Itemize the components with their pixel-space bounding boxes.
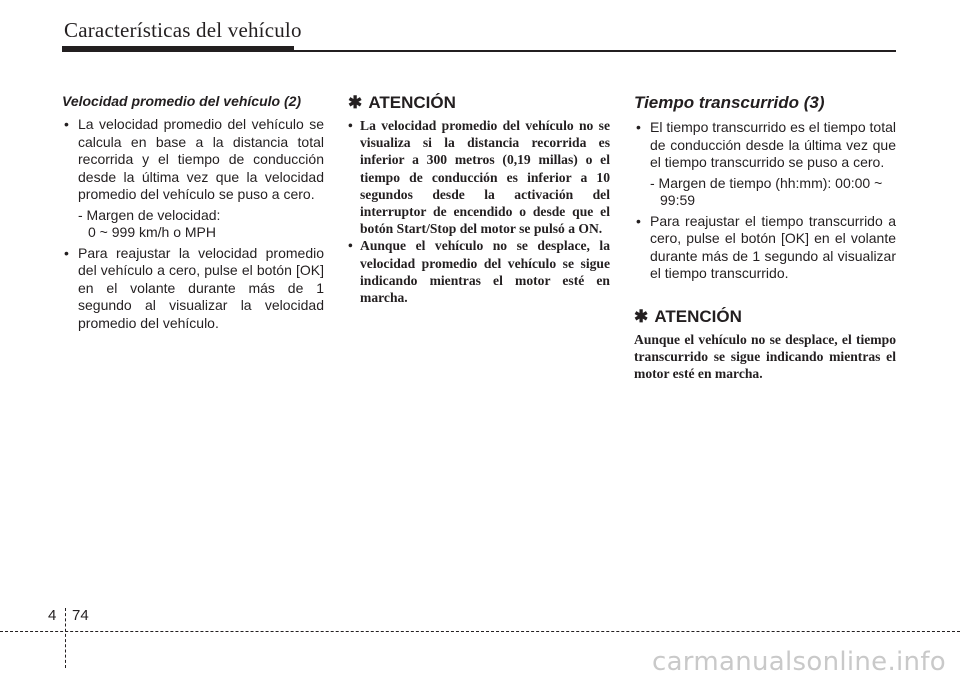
page-number: 74 bbox=[72, 607, 89, 624]
chapter-number: 4 bbox=[48, 607, 57, 624]
attention-heading: ✱ ATENCIÓN bbox=[348, 93, 456, 112]
list-item: • El tiempo transcurrido es el tiempo total de conducción desde la última vez que el tiempo transcurrido se puso a cero. bbox=[636, 119, 896, 170]
list-item: • La velocidad promedio del vehículo no se visualiza si la distancia recorrida es inferior a 300 metros (0,19 millas) o el tiempo de conducción es inferior a 10 segundos desde la activación del interruptor de encendido o desde que el botón Start/Stop del motor se pulsó a ON. bbox=[348, 118, 610, 237]
attention-text: Aunque el vehículo no se desplace, el tiempo transcurrido se sigue indicando mientras el motor esté en marcha. bbox=[634, 331, 896, 381]
average-speed-heading: Velocidad promedio del vehículo (2) bbox=[62, 93, 302, 109]
column-elapsed-time bbox=[634, 92, 896, 382]
bullet-icon: • bbox=[348, 238, 353, 254]
asterisk-icon: ✱ bbox=[348, 93, 363, 112]
bullet-icon: • bbox=[64, 116, 69, 132]
header-rule bbox=[62, 50, 896, 52]
list-item: • Para reajustar la velocidad promedio del vehículo a cero, pulse el botón [OK] en el volante durante más de 1 segundo al visualizar la velocidad promedio del vehículo. bbox=[64, 244, 324, 331]
bullet-icon: • bbox=[636, 212, 641, 229]
time-range: - Margen de tiempo (hh:mm): 00:00 ~ 99:59 bbox=[650, 174, 883, 208]
elapsed-time-heading: Tiempo transcurrido (3) bbox=[634, 93, 825, 112]
speed-range: - Margen de velocidad: 0 ~ 999 km/h o MPH bbox=[78, 206, 221, 240]
asterisk-icon: ✱ bbox=[634, 306, 649, 326]
bullet-icon: • bbox=[636, 119, 641, 135]
list-item: • Para reajustar el tiempo transcurrido a cero, pulse el botón [OK] en el volante durante más de 1 segundo al visualizar el tiempo transcurrido. bbox=[636, 212, 896, 281]
attention-heading: ✱ ATENCIÓN bbox=[634, 306, 742, 326]
watermark: carmanualsonline.info bbox=[651, 647, 946, 677]
column-attention bbox=[348, 92, 610, 306]
list-item: • Aunque el vehículo no se desplace, la velocidad promedio del vehículo se sigue indicando mientras el motor esté en marcha. bbox=[348, 238, 610, 306]
bullet-icon: • bbox=[64, 244, 69, 261]
column-average-speed bbox=[62, 92, 324, 335]
footer-divider bbox=[0, 631, 960, 632]
footer-vertical-divider bbox=[65, 608, 66, 668]
spacer bbox=[634, 286, 896, 306]
page-header-title: Características del vehículo bbox=[64, 18, 302, 42]
list-item: • La velocidad promedio del vehículo se calcula en base a la distancia total recorrida y el tiempo de conducción desde la última vez que la velocidad promedio del vehículo se puso a cero. bbox=[64, 116, 324, 202]
bullet-icon: • bbox=[348, 118, 353, 133]
